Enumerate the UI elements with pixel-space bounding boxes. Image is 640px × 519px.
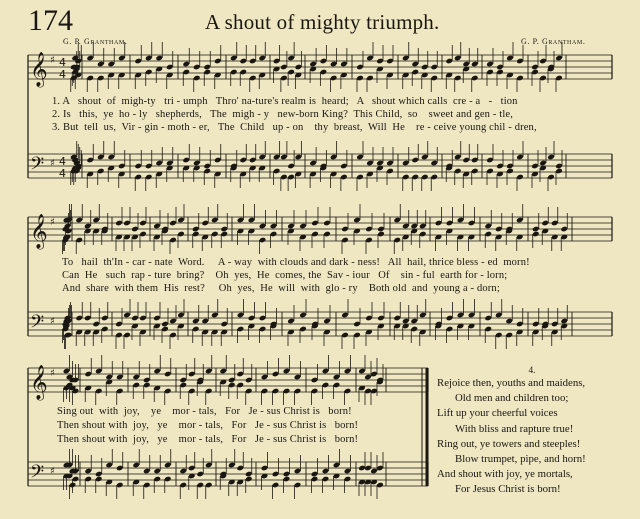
sharp-icon: ♯ xyxy=(50,217,55,228)
sharp-icon: ♯ xyxy=(50,466,55,477)
bass-clef-icon: 𝄢 xyxy=(30,312,45,337)
hymn-title: A shout of mighty triumph. xyxy=(205,10,440,34)
verse-line: Ring out, ye towers and steeples! xyxy=(437,437,581,450)
bass-clef-icon: 𝄢 xyxy=(30,462,45,487)
hymn-number: 174 xyxy=(28,4,73,37)
lyric-line: To hail th'In - car - nate Word. A - way with clouds and dark - ness! All hail, thrice bless - ed morn! xyxy=(62,257,530,268)
bass-clef-icon: 𝄢 xyxy=(30,154,45,179)
sharp-icon: ♯ xyxy=(50,158,55,169)
verse-line: With bliss and rapture true! xyxy=(455,422,574,435)
sharp-icon: ♯ xyxy=(50,55,55,66)
verse-line: Lift up your cheerful voices xyxy=(437,407,558,420)
lyric-line: Then shout with joy, ye mor - tals, For Je - sus Christ is born! xyxy=(57,434,359,445)
verse-line: For Jesus Christ is born! xyxy=(455,483,561,496)
treble-clef-icon: 𝄞 xyxy=(30,52,48,87)
treble-clef-icon: 𝄞 xyxy=(30,214,48,249)
verse-line: Old men and children too; xyxy=(455,392,569,405)
lyric-line: Can He such rap - ture bring? Oh yes, He comes, the Sav - iour Of sin - ful earth for - lorn; xyxy=(62,270,508,281)
sharp-icon: ♯ xyxy=(50,368,55,379)
treble-clef-icon: 𝄞 xyxy=(30,365,48,400)
verse-line: Blow trumpet, pipe, and horn! xyxy=(455,453,586,466)
verse-line: And shout with joy, ye mortals, xyxy=(437,468,573,481)
verse-line: Rejoice then, youths and maidens, xyxy=(437,377,586,389)
lyric-line: 2. Is this, ye ho - ly shepherds, The migh - y new-born King? This Child, so sweet and gen - tle, xyxy=(52,109,513,120)
words-credit: G. P. Grantham. xyxy=(63,37,128,46)
time-signature: 4 xyxy=(59,56,66,69)
time-signature: 4 xyxy=(59,167,66,180)
lyric-line: Then shout with joy, ye mor - tals, For Je - sus Christ is born! xyxy=(57,420,359,431)
sharp-icon: ♯ xyxy=(50,316,55,327)
time-signature: 4 xyxy=(59,68,66,81)
lyric-line: And share with them His rest? Oh yes, He will with glo - ry Both old and young a - dorn; xyxy=(62,283,500,294)
time-signature: 4 xyxy=(59,155,66,168)
verse-number: 4. xyxy=(528,365,536,375)
lyric-line: 1. A shout of migh-ty tri - umph Thro' na-ture's realm is heard; A shout which calls cre - a - tion xyxy=(52,96,518,107)
lyric-line: Sing out with joy, ye mor - tals, For Je - sus Christ is born! xyxy=(57,406,352,417)
verse-4 xyxy=(437,364,627,498)
music-credit: G. P. Grantham. xyxy=(521,37,586,46)
lyric-line: 3. But tell us, Vir - gin - moth - er, The Child up - on thy breast, Will He re - ceive young chil - dren, xyxy=(52,122,537,133)
